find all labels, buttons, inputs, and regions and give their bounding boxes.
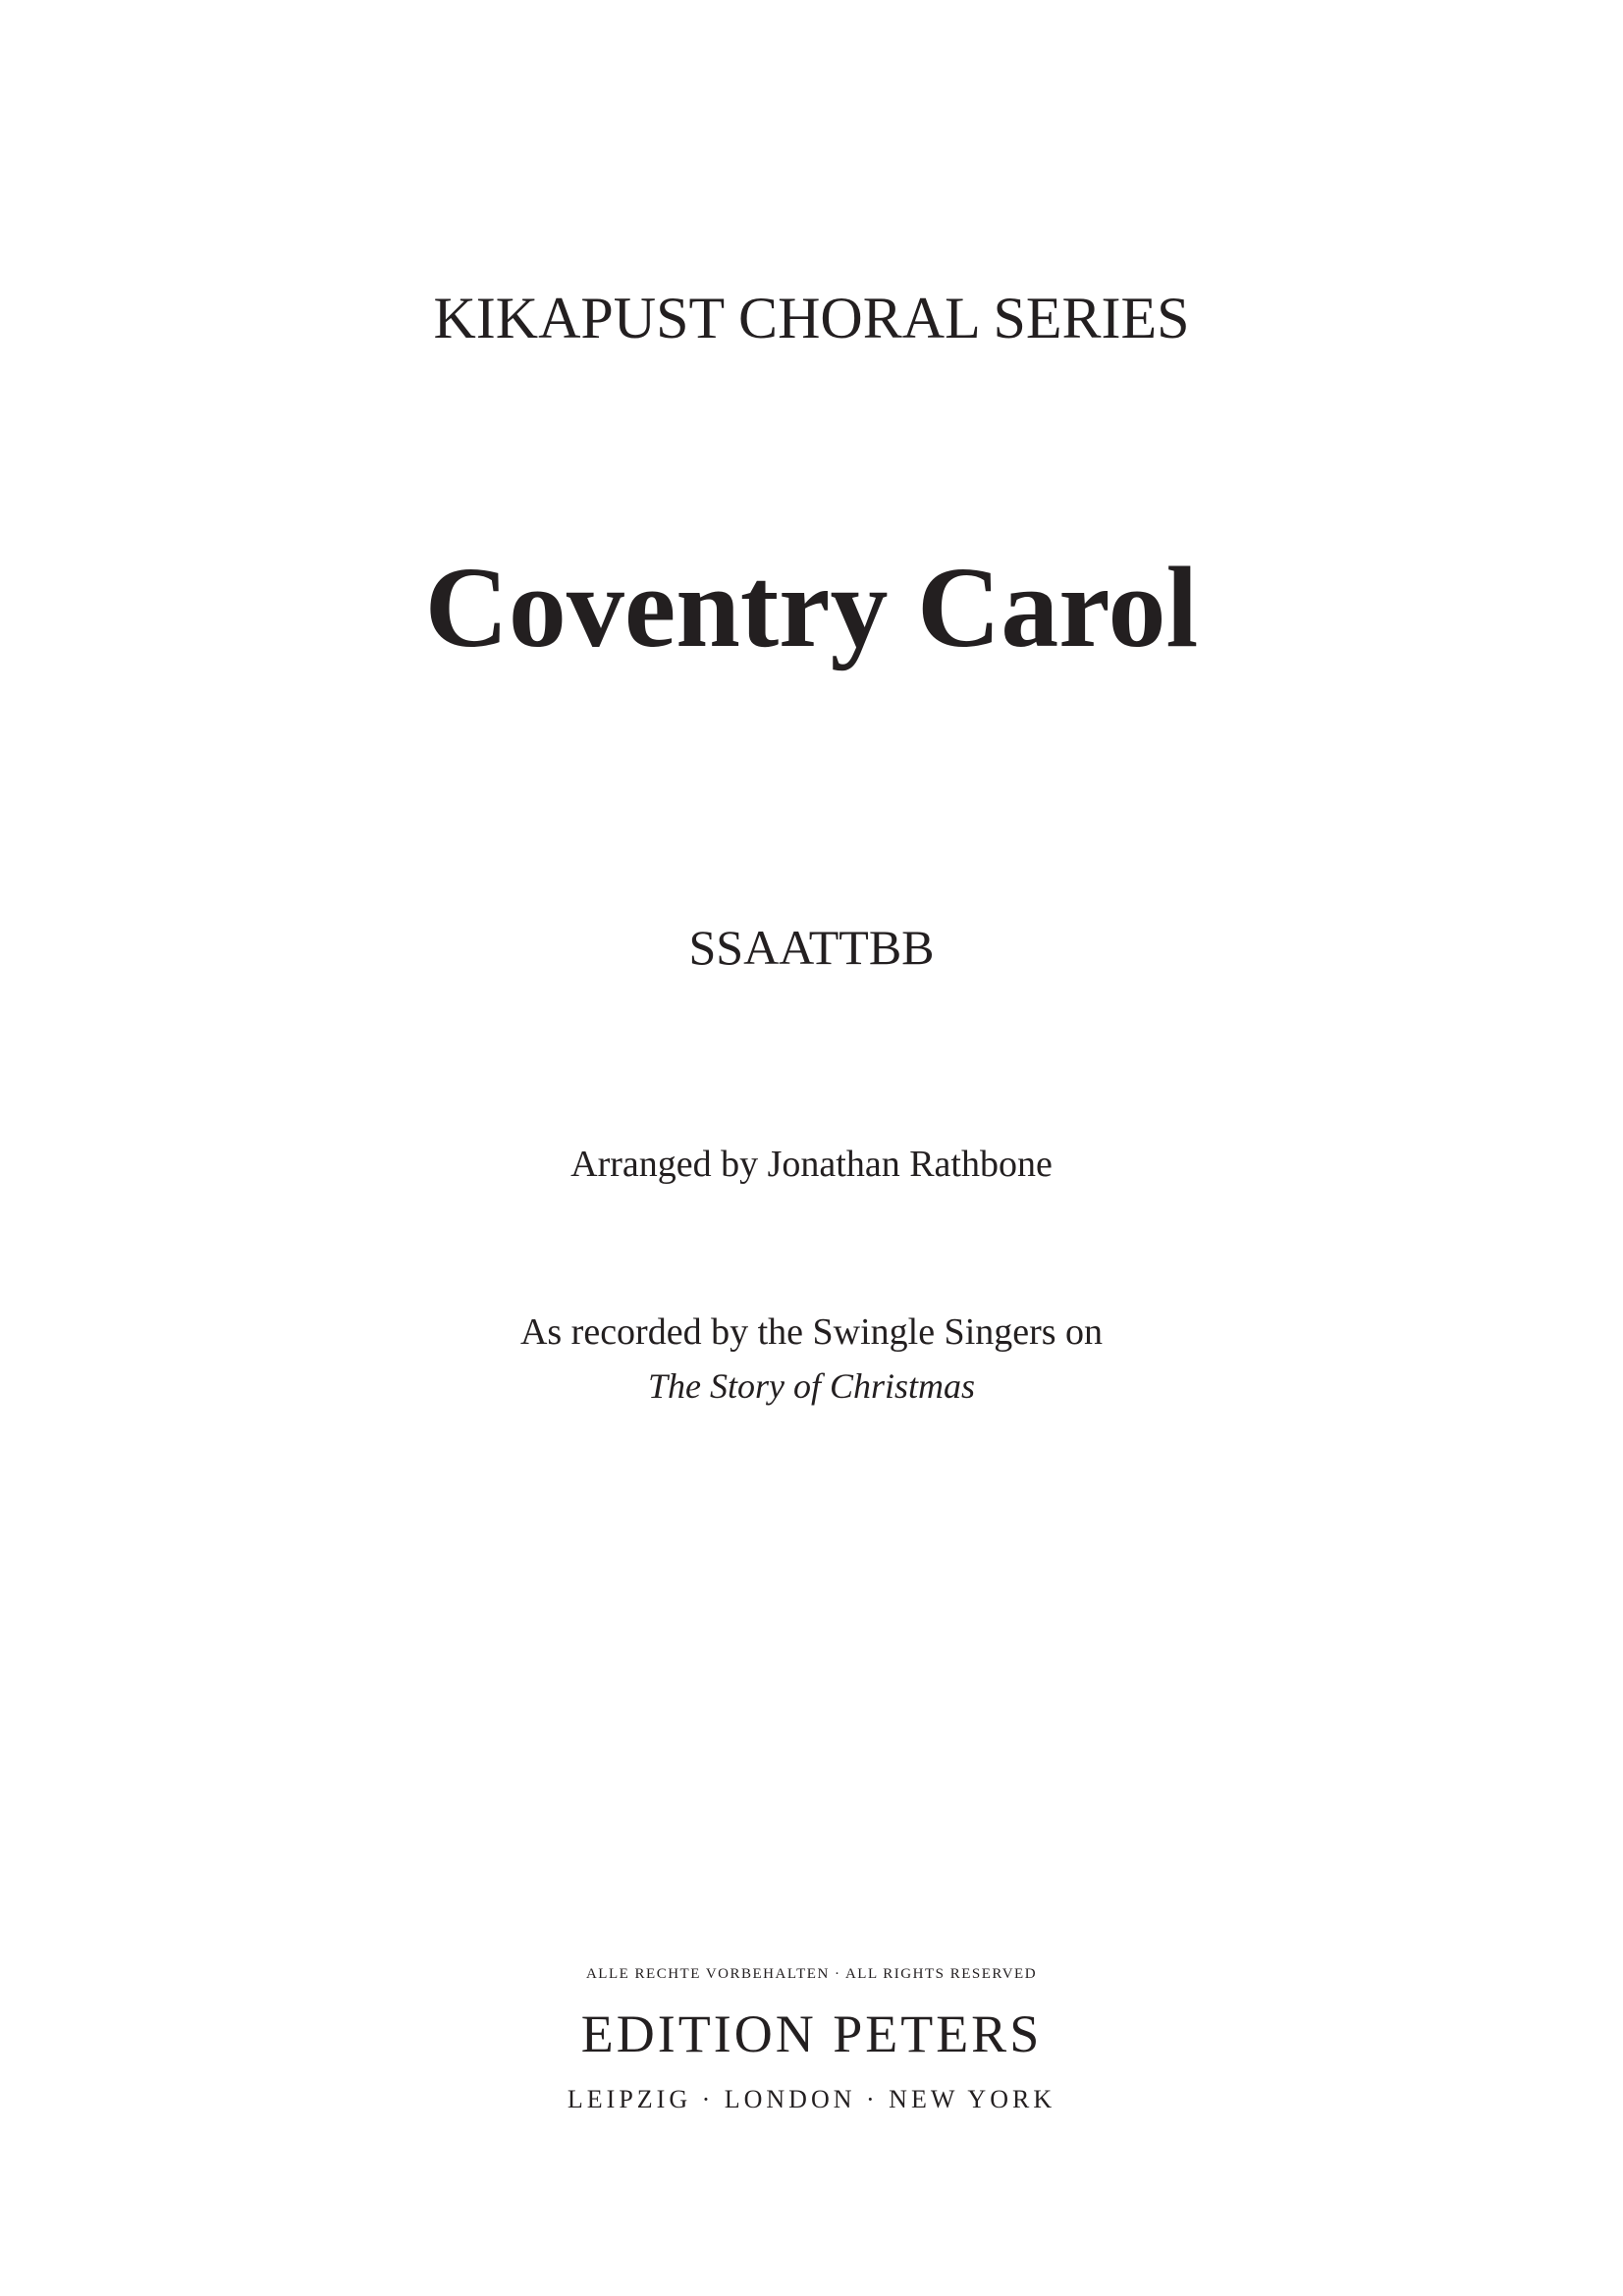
- series-name: KIKAPUST CHORAL SERIES: [433, 286, 1190, 350]
- recording-credit: As recorded by the Swingle Singers on: [519, 1311, 1104, 1353]
- rights-notice: ALLE RECHTE VORBEHALTEN · ALL RIGHTS RESERVED: [585, 1966, 1038, 1982]
- voicing: SSAATTBB: [688, 920, 935, 975]
- publisher-name: EDITION PETERS: [580, 2004, 1043, 2063]
- publisher-cities: LEIPZIG · LONDON · NEW YORK: [567, 2085, 1056, 2113]
- arranger-credit: Arranged by Jonathan Rathbone: [570, 1144, 1053, 1185]
- work-title: Coventry Carol: [424, 543, 1199, 671]
- album-title: The Story of Christmas: [647, 1366, 976, 1406]
